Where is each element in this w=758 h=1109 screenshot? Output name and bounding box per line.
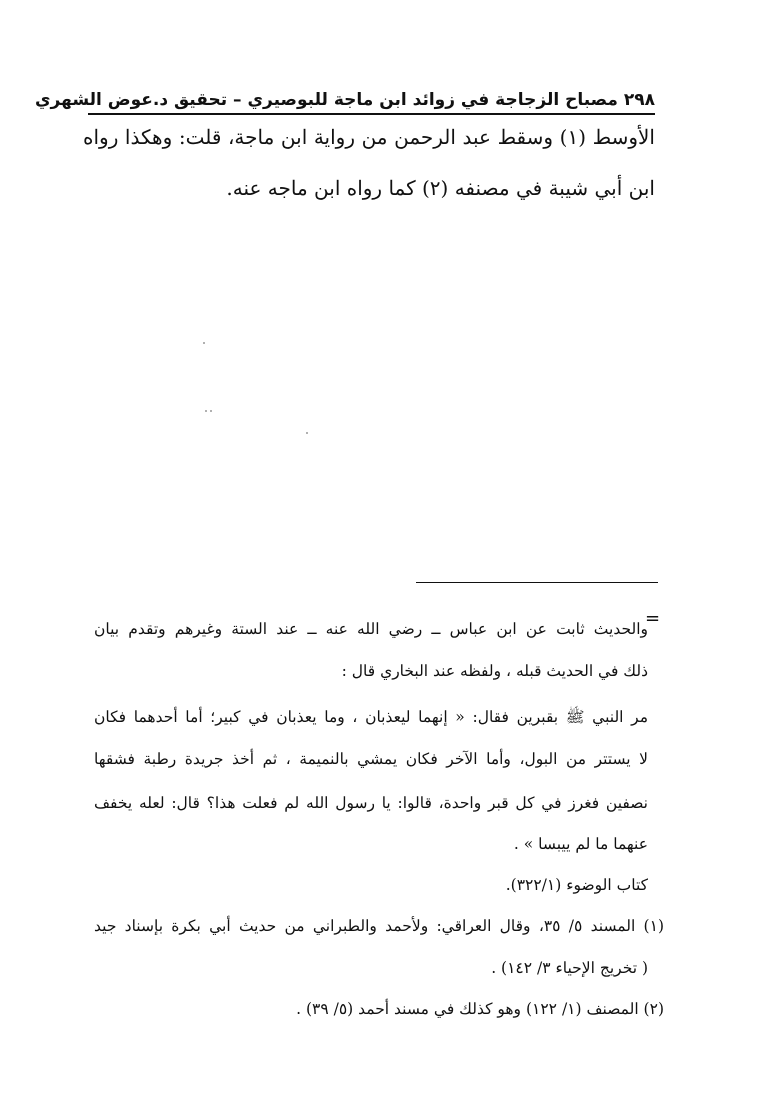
body-line-2: ابن أبي شيبة في مصنفه (٢) كما رواه ابن ماجه عنه. [226, 176, 655, 200]
footnote-line: عنهما ما لم ييبسا » . [513, 835, 648, 853]
footnote-line: كتاب الوضوء (٣٢٢/١). [505, 876, 648, 894]
scan-speck [306, 432, 308, 434]
footnote-1-line: ( تخريج الإحياء ٣/ ١٤٢) . [491, 959, 648, 977]
body-line-1: الأوسط (١) وسقط عبد الرحمن من رواية ابن ماجة، قلت: وهكذا رواه [83, 125, 655, 149]
footnote-line: والحديث ثابت عن ابن عباس ــ رضي الله عنه ــ عند الستة وغيرهم وتقدم بيان [94, 620, 648, 638]
footnote-line: مر النبي ﷺ بقبرين فقال: « إنهما ليعذبان ، وما يعذبان في كبير؛ أما أحدهما فكان [94, 708, 648, 726]
footnote-line: ذلك في الحديث قبله ، ولفظه عند البخاري قال : [341, 662, 648, 680]
scan-speck [210, 410, 212, 412]
footnote-1-line: (١) المسند ٥/ ٣٥، وقال العراقي: ولأحمد والطبراني من حديث أبي بكرة بإسناد جيد [94, 917, 664, 935]
continuation-mark: = [645, 608, 661, 629]
footnote-separator [416, 582, 658, 583]
scan-speck [205, 410, 207, 412]
footnote-2-line: (٢) المصنف (١/ ١٢٢) وهو كذلك في مسند أحمد (٥/ ٣٩) . [296, 1000, 664, 1018]
running-header: ٢٩٨ مصباح الزجاجة في زوائد ابن ماجة للبوصيري – تحقيق د.عوض الشهري [88, 90, 655, 115]
scan-speck [203, 342, 205, 344]
footnote-line: نصفين فغرز في كل قبر واحدة، قالوا: يا رسول الله لم فعلت هذا؟ قال: لعله يخفف [94, 794, 648, 812]
footnote-line: لا يستتر من البول، وأما الآخر فكان يمشي بالنميمة ، ثم أخذ جريدة رطبة فشقها [94, 750, 648, 768]
